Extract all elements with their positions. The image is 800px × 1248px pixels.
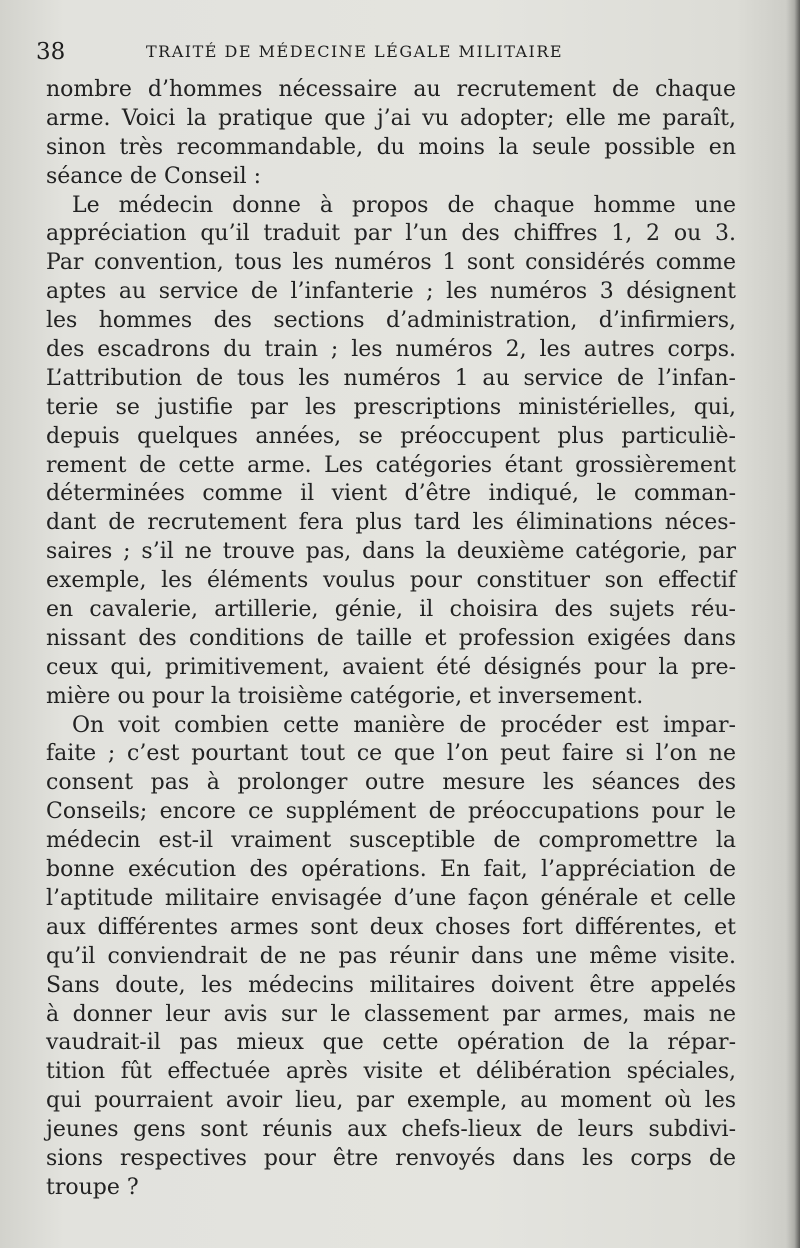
text-line: ceux qui, primitivement, avaient été désignés pour la pre- <box>46 654 736 680</box>
text-line: appréciation qu’il traduit par l’un des chiffres 1, 2 ou 3. <box>46 221 736 247</box>
page-edge-shadow <box>786 0 800 1248</box>
text-line: séance de Conseil : <box>46 163 262 189</box>
text-line: terie se justifie par les prescriptions ministérielles, qui, <box>46 394 736 420</box>
body-text <box>46 76 736 1203</box>
text-line: saires ; s’il ne trouve pas, dans la deuxième catégorie, par <box>46 539 736 565</box>
running-title: TRAITÉ DE MÉDECINE LÉGALE MILITAIRE <box>146 42 564 61</box>
text-line: On voit combien cette manière de procéder est impar- <box>72 712 736 738</box>
text-line: sinon très recommandable, du moins la seule possible en <box>46 134 736 160</box>
text-line: vaudrait-il pas mieux que cette opération de la répar- <box>46 1030 736 1056</box>
text-line: médecin est-il vraiment susceptible de compromettre la <box>46 828 736 854</box>
text-line: qui pourraient avoir lieu, par exemple, au moment où les <box>46 1088 736 1114</box>
text-line: Sans doute, les médecins militaires doivent être appelés <box>46 972 736 998</box>
text-line: des escadrons du train ; les numéros 2, les autres corps. <box>46 337 736 363</box>
text-line: bonne exécution des opérations. En fait, l’appréciation de <box>46 857 736 883</box>
text-line: nissant des conditions de taille et profession exigées dans <box>46 625 736 651</box>
text-line: rement de cette arme. Les catégories étant grossièrement <box>46 452 736 478</box>
text-line: depuis quelques années, se préoccupent plus particuliè- <box>46 423 736 449</box>
text-line: qu’il conviendrait de ne pas réunir dans une même visite. <box>46 943 736 969</box>
text-line: sions respectives pour être renvoyés dans les corps de <box>46 1145 736 1171</box>
text-line: L’attribution de tous les numéros 1 au service de l’infan- <box>46 365 736 391</box>
text-line: l’aptitude militaire envisagée d’une façon générale et celle <box>46 885 736 911</box>
text-line: dant de recrutement fera plus tard les éliminations néces- <box>46 510 736 536</box>
text-line: tition fût effectuée après visite et délibération spéciales, <box>46 1059 736 1085</box>
page-number: 38 <box>36 39 66 65</box>
text-line: à donner leur avis sur le classement par armes, mais ne <box>46 1001 736 1027</box>
text-line: déterminées comme il vient d’être indiqué, le comman- <box>46 481 736 507</box>
text-line: exemple, les éléments voulus pour constituer son effectif <box>46 568 736 594</box>
text-line: aptes au service de l’infanterie ; les numéros 3 désignent <box>46 279 736 305</box>
text-line: aux différentes armes sont deux choses fort différentes, et <box>46 914 736 940</box>
text-line: Par convention, tous les numéros 1 sont considérés comme <box>46 250 736 276</box>
text-line: faite ; c’est pourtant tout ce que l’on peut faire si l’on ne <box>46 741 736 767</box>
text-line: nombre d’hommes nécessaire au recrutement de chaque <box>46 77 736 102</box>
text-line: arme. Voici la pratique que j’ai vu adopter; elle me paraît, <box>46 105 736 131</box>
running-head <box>36 34 736 70</box>
text-line: consent pas à prolonger outre mesure les séances des <box>46 770 736 796</box>
text-line: mière ou pour la troisième catégorie, et inversement. <box>46 683 644 709</box>
text-line: jeunes gens sont réunis aux chefs-lieux de leurs subdivi- <box>46 1117 736 1143</box>
text-line: Conseils; encore ce supplément de préoccupations pour le <box>46 799 736 825</box>
text-line: les hommes des sections d’administration, d’infirmiers, <box>46 308 736 334</box>
text-line: Le médecin donne à propos de chaque homme une <box>72 192 736 218</box>
text-line: troupe ? <box>46 1174 139 1200</box>
text-line: en cavalerie, artillerie, génie, il choisira des sujets réu- <box>46 597 736 623</box>
